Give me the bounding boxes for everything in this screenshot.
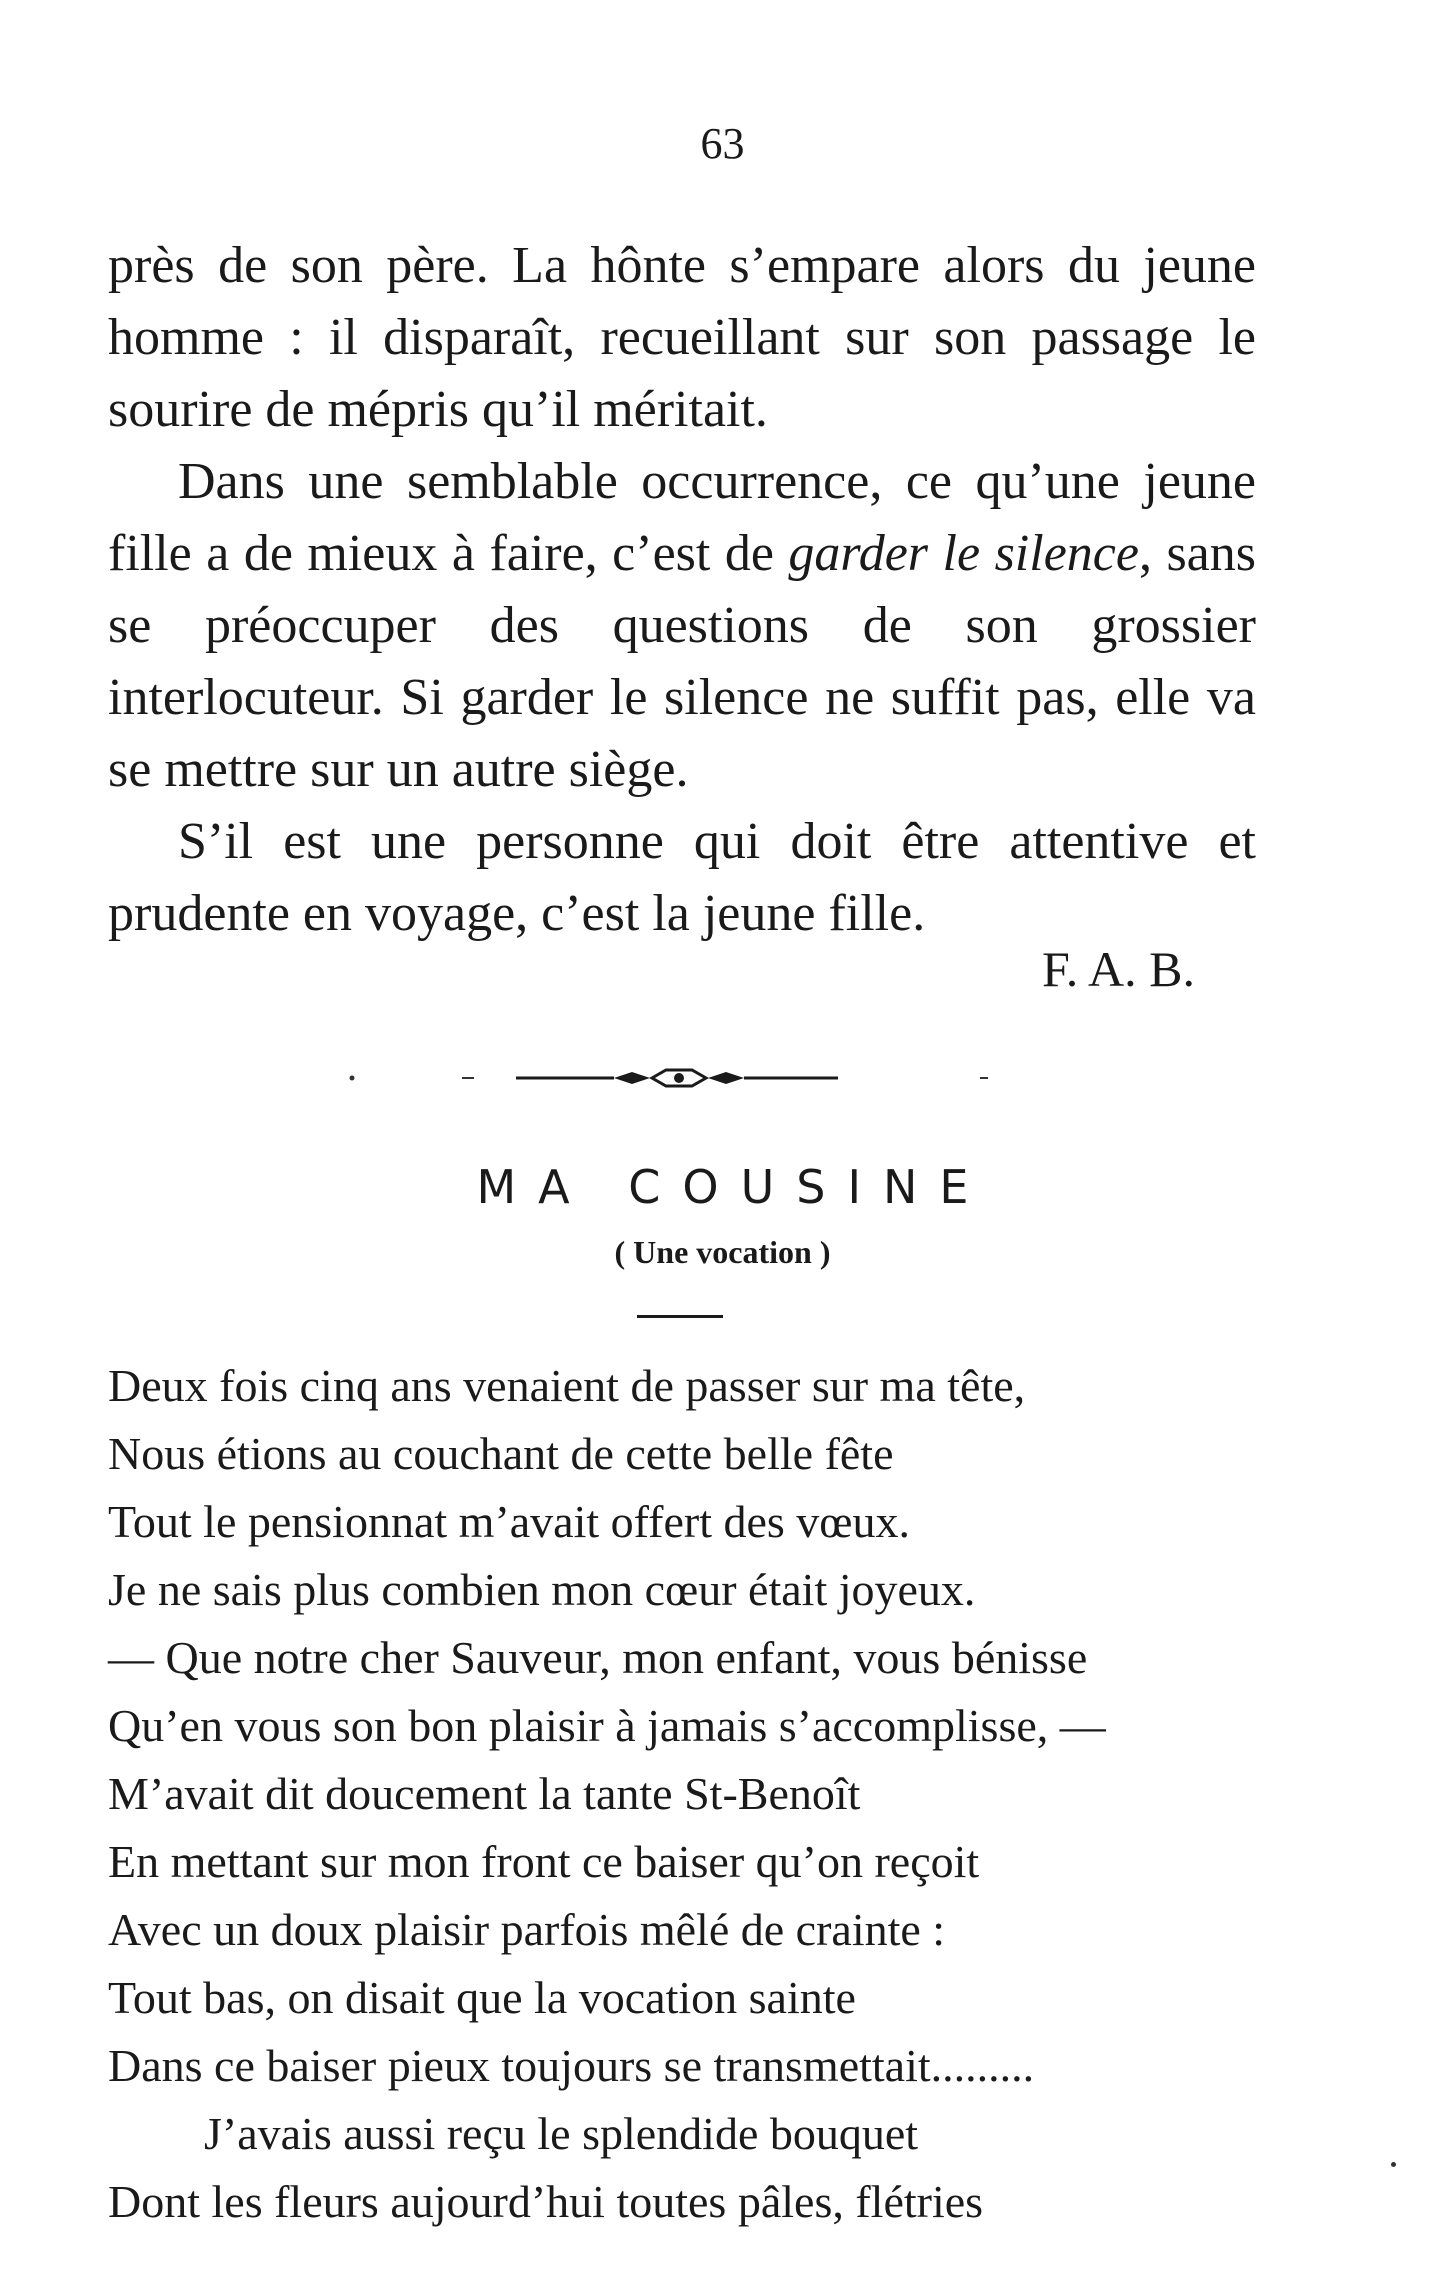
paragraph-3: S’il est une personne qui doit être attentive et prudente en voyage, c’est la jeune fille. bbox=[108, 813, 1256, 942]
paragraph-1: près de son père. La hônte s’empare alors du jeune homme : il disparaît, recueillant sur son passage le sourire de mépris qu’il méritait. bbox=[108, 237, 1256, 438]
emphasis-garder-le-silence: garder le silence bbox=[788, 525, 1139, 582]
poem-line: Tout le pensionnat m’avait offert des vœux. bbox=[108, 1496, 911, 1547]
poem-line: Dans ce baiser pieux toujours se transmettait......... bbox=[108, 2040, 1035, 2091]
paragraph-2-end: , sans se préoccuper des questions de son grossier interlocuteur. Si garder le silence ne suffit pas, elle va se mettre sur un autre siège. bbox=[108, 525, 1257, 798]
poem-line: Avec un doux plaisir parfois mêlé de crainte : bbox=[108, 1904, 946, 1955]
page-number: 63 bbox=[700, 119, 745, 168]
signature: F. A. B. bbox=[1041, 941, 1195, 997]
poem-line: Tout bas, on disait que la vocation sainte bbox=[108, 1972, 856, 2023]
title-rule bbox=[637, 1315, 723, 1318]
paragraph-2-start: Dans une semblable occurrence, ce qu’une jeune fille a de mieux à faire, c’est de bbox=[108, 453, 1256, 582]
poem-line: Qu’en vous son bon plaisir à jamais s’accomplisse, — bbox=[108, 1700, 1106, 1751]
ornamental-divider bbox=[0, 1056, 1445, 1096]
paragraph-2 bbox=[108, 446, 1256, 806]
poem-line: Nous étions au couchant de cette belle fête bbox=[108, 1428, 894, 1479]
prose-body bbox=[108, 230, 1256, 950]
poem-line: Dont les fleurs aujourd’hui toutes pâles, flétries bbox=[108, 2176, 984, 2227]
ink-speck bbox=[1391, 2162, 1396, 2167]
poem-line: Deux fois cinq ans venaient de passer sur ma tête, bbox=[108, 1360, 1026, 1411]
poem-line: En mettant sur mon front ce baiser qu’on reçoit bbox=[108, 1836, 980, 1887]
poem-line: M’avait dit doucement la tante St-Benoît bbox=[108, 1768, 861, 1819]
poem-subtitle: ( Une vocation ) bbox=[614, 1234, 831, 1270]
poem-title: MA COUSINE bbox=[476, 1160, 991, 1214]
poem-line: Je ne sais plus combien mon cœur était joyeux. bbox=[108, 1564, 976, 1615]
poem-line: — Que notre cher Sauveur, mon enfant, vous bénisse bbox=[108, 1632, 1088, 1683]
poem-line: J’avais aussi reçu le splendide bouquet bbox=[204, 2108, 919, 2159]
poem-body bbox=[108, 1352, 1106, 2236]
